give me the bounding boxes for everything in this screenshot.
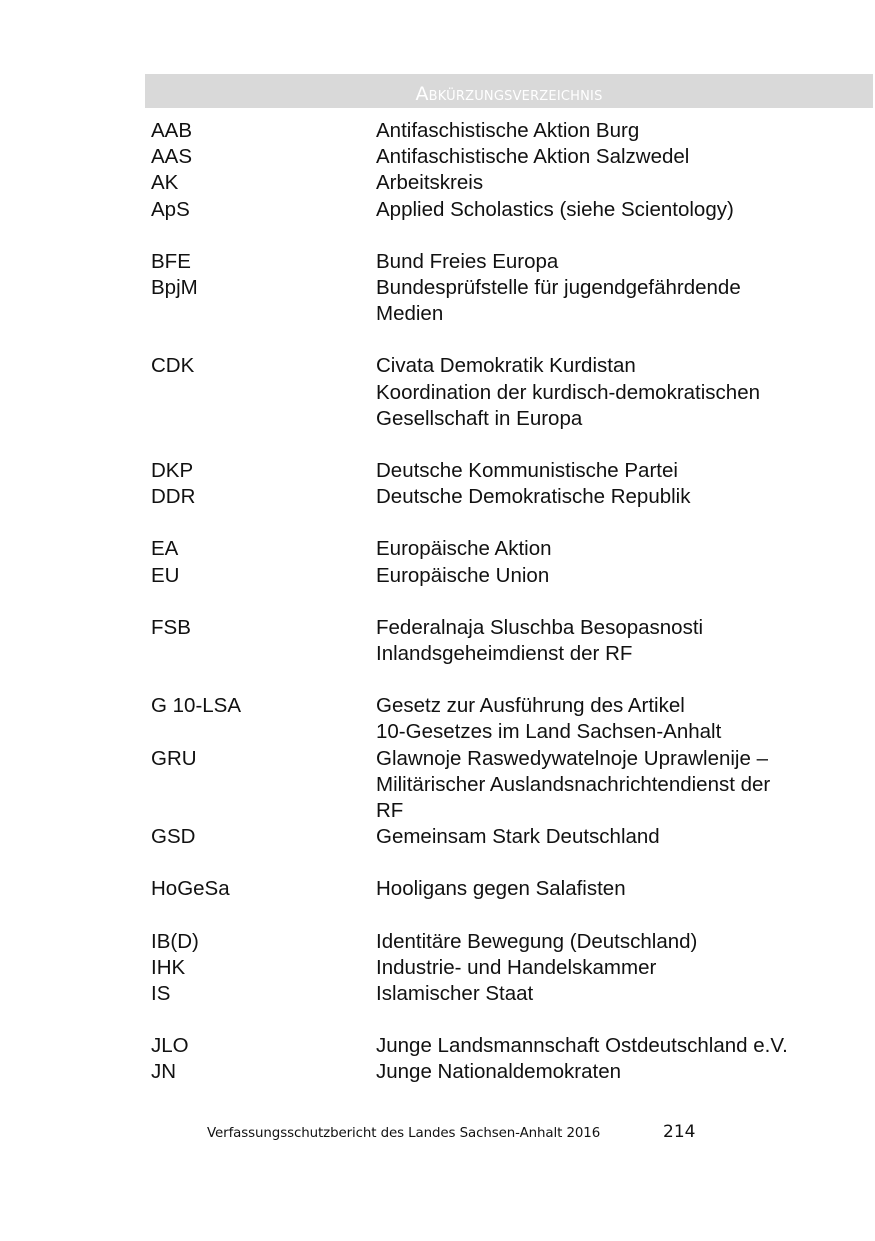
abbreviation-definition	[376, 484, 856, 510]
abbreviation-group	[151, 1033, 856, 1085]
definition-line: Koordination der kurdisch-demokratischen	[376, 380, 761, 404]
abbreviation-entry	[151, 144, 856, 170]
abbreviation-term: GRU	[151, 746, 197, 770]
footer-text: Verfassungsschutzbericht des Landes Sachsen-Anhalt 2016	[207, 1126, 601, 1141]
abbreviation-term: HoGeSa	[151, 877, 230, 901]
definition-line: Europäische Union	[376, 563, 550, 587]
abbreviation-entry	[151, 170, 856, 196]
definition-line: Antifaschistische Aktion Salzwedel	[376, 145, 690, 169]
abbreviation-term: G 10-LSA	[151, 694, 242, 718]
abbreviation-entry	[151, 955, 856, 981]
abbreviation-term: IB(D)	[151, 929, 199, 953]
abbreviation-entry	[151, 536, 856, 562]
abbreviation-entry	[151, 693, 856, 745]
abbreviation-group	[151, 458, 856, 510]
abbreviation-entry	[151, 1033, 856, 1059]
abbreviation-definition	[376, 536, 856, 562]
definition-line: Gemeinsam Stark Deutschland	[376, 825, 660, 849]
definition-line: Deutsche Kommunistische Partei	[376, 459, 678, 483]
abbreviation-definition	[376, 876, 856, 902]
definition-line: Applied Scholastics (siehe Scientology)	[376, 197, 734, 221]
abbreviation-definition	[376, 249, 856, 275]
abbreviation-group	[151, 929, 856, 1008]
page-number: 214	[663, 1122, 696, 1142]
abbreviation-definition	[376, 693, 856, 745]
abbreviation-term: EA	[151, 537, 179, 561]
definition-line: Federalnaja Sluschba Besopasnosti	[376, 615, 704, 639]
abbreviation-definition	[376, 118, 856, 144]
definition-line: Bundesprüfstelle für jugendgefährdende	[376, 276, 741, 300]
abbreviation-entry	[151, 197, 856, 223]
abbreviation-entry	[151, 275, 856, 327]
abbreviation-term: EU	[151, 563, 180, 587]
definition-line: Industrie- und Handelskammer	[376, 955, 657, 979]
abbreviation-group	[151, 353, 856, 432]
abbreviation-definition	[376, 929, 856, 955]
abbreviation-group	[151, 249, 856, 328]
abbreviation-definition	[376, 746, 856, 825]
abbreviation-definition	[376, 275, 856, 327]
definition-line: Gesellschaft in Europa	[376, 406, 583, 430]
definition-line: 10-Gesetzes im Land Sachsen-Anhalt	[376, 720, 722, 744]
abbreviation-definition	[376, 353, 856, 432]
abbreviation-term: JN	[151, 1060, 177, 1084]
abbreviation-term: DKP	[151, 459, 194, 483]
abbreviation-term: AAB	[151, 119, 193, 142]
abbreviation-entry	[151, 1059, 856, 1085]
abbreviation-term: AAS	[151, 145, 193, 169]
abbreviation-definition	[376, 170, 856, 196]
abbreviation-definition	[376, 1033, 856, 1059]
definition-line: Junge Nationaldemokraten	[376, 1060, 622, 1084]
abbreviation-term: IS	[151, 982, 171, 1006]
abbreviation-term: AK	[151, 171, 179, 195]
section-title: Abkürzungsverzeichnis	[415, 83, 603, 105]
definition-line: Antifaschistische Aktion Burg	[376, 119, 640, 142]
definition-line: Bund Freies Europa	[376, 249, 559, 273]
abbreviation-definition	[376, 458, 856, 484]
definition-line: Hooligans gegen Salafisten	[376, 877, 626, 901]
definition-line: Militärischer Auslandsnachrichtendienst der	[376, 772, 771, 796]
abbreviation-definition	[376, 563, 856, 589]
abbreviation-term: ApS	[151, 197, 190, 221]
abbreviation-term: BpjM	[151, 276, 198, 300]
definition-line: Identitäre Bewegung (Deutschland)	[376, 929, 698, 953]
abbreviation-entry	[151, 746, 856, 825]
abbreviation-term: GSD	[151, 825, 196, 849]
definition-line: Islamischer Staat	[376, 982, 534, 1006]
abbreviation-entry	[151, 981, 856, 1007]
definition-line: Inlandsgeheimdienst der RF	[376, 642, 633, 666]
abbreviation-entry	[151, 563, 856, 589]
definition-line: Junge Landsmannschaft Ostdeutschland e.V.	[376, 1034, 788, 1058]
abbreviation-group	[151, 693, 856, 850]
abbreviation-group	[151, 615, 856, 667]
abbreviation-definition	[376, 981, 856, 1007]
abbreviation-entry	[151, 824, 856, 850]
abbreviation-entry	[151, 484, 856, 510]
page-footer	[207, 1120, 727, 1148]
definition-line: Arbeitskreis	[376, 171, 484, 195]
abbreviation-group	[151, 536, 856, 588]
abbreviation-definition	[376, 615, 856, 667]
abbreviation-list	[151, 118, 856, 1086]
abbreviation-entry	[151, 249, 856, 275]
definition-line: RF	[376, 799, 404, 823]
abbreviation-entry	[151, 118, 856, 144]
abbreviation-entry	[151, 876, 856, 902]
abbreviation-entry	[151, 615, 856, 667]
abbreviation-term: FSB	[151, 615, 191, 639]
abbreviation-definition	[376, 144, 856, 170]
abbreviation-term: BFE	[151, 249, 191, 273]
abbreviation-entry	[151, 929, 856, 955]
definition-line: Glawnoje Raswedywatelnoje Uprawlenije –	[376, 746, 768, 770]
abbreviation-term: CDK	[151, 354, 195, 378]
abbreviation-definition	[376, 824, 856, 850]
definition-line: Civata Demokratik Kurdistan	[376, 354, 636, 378]
definition-line: Gesetz zur Ausführung des Artikel	[376, 694, 685, 718]
abbreviation-definition	[376, 955, 856, 981]
abbreviation-term: IHK	[151, 955, 186, 979]
section-header-bar	[145, 74, 873, 108]
definition-line: Deutsche Demokratische Republik	[376, 485, 691, 509]
abbreviation-entry	[151, 353, 856, 432]
abbreviation-definition	[376, 1059, 856, 1085]
abbreviation-group	[151, 118, 856, 223]
abbreviation-entry	[151, 458, 856, 484]
abbreviation-group	[151, 876, 856, 902]
definition-line: Europäische Aktion	[376, 537, 552, 561]
abbreviation-definition	[376, 197, 856, 223]
abbreviation-term: DDR	[151, 485, 196, 509]
abbreviation-term: JLO	[151, 1034, 189, 1058]
definition-line: Medien	[376, 302, 444, 326]
